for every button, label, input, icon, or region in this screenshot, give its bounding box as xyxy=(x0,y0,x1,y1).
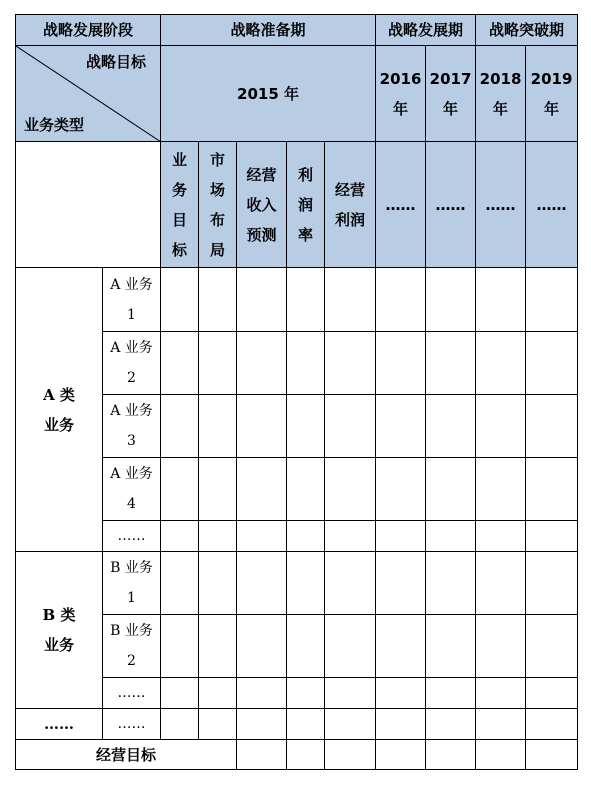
group-other-label: …… xyxy=(16,709,103,740)
stage-header: 战略发展阶段 xyxy=(16,15,161,46)
operating-goal-label: 经营目标 xyxy=(16,740,237,770)
row-b-more: …… xyxy=(103,678,161,709)
row-b2-label: B 业务 2 xyxy=(103,615,161,678)
group-b-label: B 类 业务 xyxy=(16,552,103,709)
profit-rate-col: 利 润 率 xyxy=(287,142,325,268)
row-a1-label: A 业务 1 xyxy=(103,268,161,332)
diagonal-header-cell xyxy=(16,46,161,142)
strategy-table xyxy=(15,14,578,770)
row-a-more: …… xyxy=(103,521,161,552)
revenue-forecast-col: 经营 收入 预测 xyxy=(237,142,287,268)
row-a3-label: A 业务 3 xyxy=(103,395,161,458)
dots-2018: …… xyxy=(476,142,526,268)
year-2018-header: 2018 年 xyxy=(476,46,526,142)
blank-header-cell xyxy=(16,142,161,268)
market-layout-col: 市 场 布 局 xyxy=(199,142,237,268)
year-2017-header: 2017 年 xyxy=(426,46,476,142)
prep-period-header: 战略准备期 xyxy=(161,15,376,46)
dots-2016: …… xyxy=(376,142,426,268)
breakthrough-period-header: 战略突破期 xyxy=(476,15,578,46)
business-goal-col: 业 务 目 标 xyxy=(161,142,199,268)
year-2019-header: 2019 年 xyxy=(526,46,578,142)
strategic-goal-label: 战略目标 xyxy=(86,53,147,71)
business-type-label: 业务类型 xyxy=(24,116,85,134)
row-a4-label: A 业务 4 xyxy=(103,458,161,521)
operating-profit-col: 经营 利润 xyxy=(325,142,376,268)
row-other-more: …… xyxy=(103,709,161,740)
row-a2-label: A 业务 2 xyxy=(103,332,161,395)
year-2016-header: 2016 年 xyxy=(376,46,426,142)
year-2015-header: 2015 年 xyxy=(161,46,376,142)
dots-2017: …… xyxy=(426,142,476,268)
develop-period-header: 战略发展期 xyxy=(376,15,476,46)
row-b1-label: B 业务 1 xyxy=(103,552,161,615)
group-a-label: A 类 业务 xyxy=(16,268,103,552)
dots-2019: …… xyxy=(526,142,578,268)
